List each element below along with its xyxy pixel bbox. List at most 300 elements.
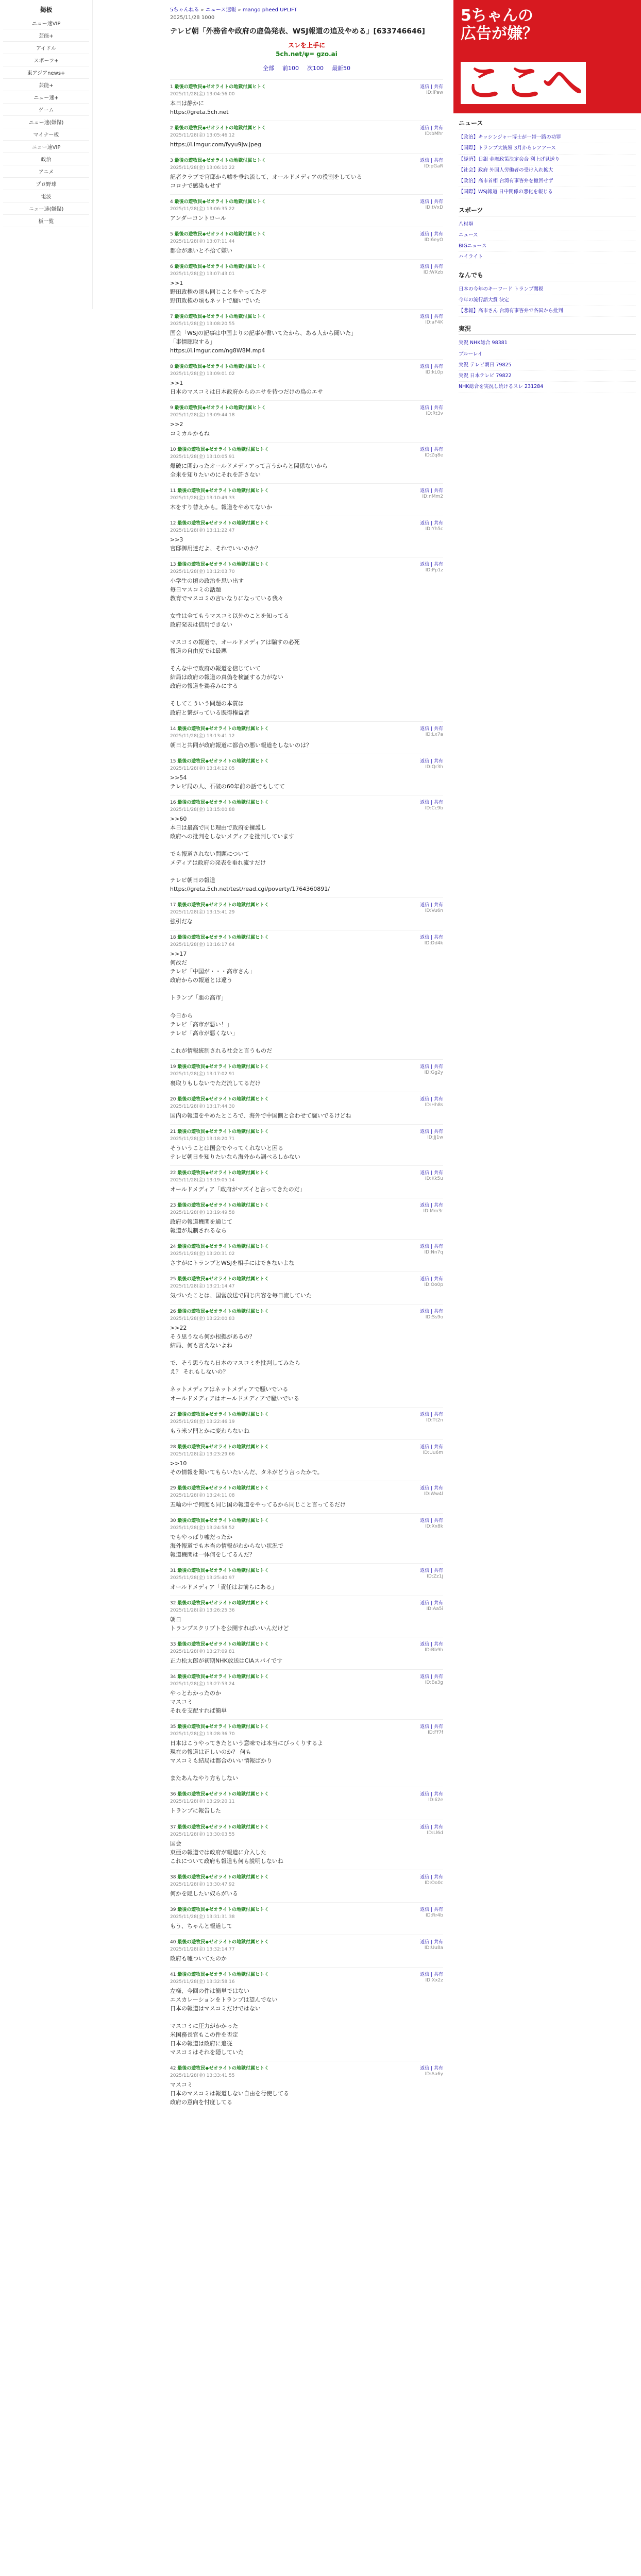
- post-meta: [170, 404, 443, 411]
- poster-name: 最後の遊牧民◆ゼオライトの地獄付属ヒトく: [177, 2066, 269, 2072]
- post-actions[interactable]: 返信 | 共有: [420, 758, 443, 764]
- post-body: 正力松太郎が初期NHK放送はCIAスパイです: [170, 1657, 283, 1665]
- post-actions[interactable]: 返信 | 共有: [420, 1600, 443, 1606]
- post-actions[interactable]: 返信 | 共有: [420, 1674, 443, 1680]
- post-meta2: [170, 453, 443, 460]
- post-body: 五輪の中で何度も同じ国の報道をやってるから同じこと言ってるだけ: [170, 1501, 346, 1508]
- post-actions[interactable]: 返信 | 共有: [420, 488, 443, 494]
- post-meta: [170, 446, 443, 452]
- list-item[interactable]: 日本の今年のキーワード トランプ関税: [459, 284, 636, 295]
- post-header: [170, 404, 266, 411]
- post-body: もう米ソ門とかに変わらないね: [170, 1427, 249, 1434]
- sidebar-item[interactable]: プロ野球: [3, 178, 89, 190]
- post-meta2: [170, 908, 443, 915]
- post: [170, 1902, 443, 1935]
- sidebar-head: 掲板: [40, 6, 53, 13]
- poster-name: 最後の遊牧民◆ゼオライトの地獄付属ヒトく: [177, 1202, 269, 1208]
- post-body: 国会 東亜の報道では政府が報道に介入した これについて政府も報道も何も説明しないね: [170, 1840, 283, 1865]
- post-actions[interactable]: 返信 | 共有: [420, 562, 443, 567]
- post: [170, 1967, 443, 2061]
- post-id: ID:Cc9b: [425, 805, 443, 811]
- post-actions[interactable]: 返信 | 共有: [420, 264, 443, 270]
- post-header: [170, 1873, 269, 1880]
- post-actions[interactable]: 返信 | 共有: [420, 1277, 443, 1282]
- post-meta2: [170, 411, 443, 418]
- post-body: 都合が悪いと不拾て嫌い: [170, 247, 232, 255]
- list-item[interactable]: 【悲報】高市さん 台湾有事答弁で各国から批判: [459, 306, 636, 317]
- post-header: [170, 1275, 269, 1282]
- poster-name: 最後の遊牧民◆ゼオライトの地獄付属ヒトく: [177, 1939, 269, 1945]
- post-number[interactable]: 15: [170, 758, 176, 764]
- post-meta: [170, 198, 443, 205]
- post-number[interactable]: 16: [170, 800, 176, 805]
- post-id: ID:tVxD: [425, 205, 443, 211]
- post: [170, 153, 443, 194]
- post-number[interactable]: 6: [170, 264, 173, 270]
- post-id: ID:Aa6y: [425, 2072, 443, 2077]
- post-body: 木をすり替えかも。報道をやめてないか: [170, 503, 272, 511]
- sidebar-item[interactable]: アニメ: [3, 165, 89, 178]
- post-meta: [170, 1971, 443, 1977]
- post-number[interactable]: 28: [170, 1444, 176, 1450]
- post-meta2: [170, 131, 443, 138]
- post-meta: [170, 1411, 443, 1417]
- list-item[interactable]: 今年の流行語大賞 決定: [459, 295, 636, 306]
- post-number[interactable]: 20: [170, 1096, 176, 1102]
- poster-name: 最後の遊牧民◆ゼオライトの地獄付属ヒトく: [177, 1277, 269, 1282]
- post-actions[interactable]: 返信 | 共有: [420, 1412, 443, 1417]
- post-body: 政府の報道機関を通じて 報道が規制されるなら: [170, 1218, 232, 1234]
- post-number[interactable]: 3: [170, 158, 173, 163]
- breadcrumb-item[interactable]: ニュース速報: [205, 7, 237, 13]
- post-meta2: [170, 2072, 443, 2078]
- post-number[interactable]: 14: [170, 726, 176, 732]
- post-id: ID:Oo0p: [424, 1282, 443, 1288]
- post-body: 国会「WSJの記事は中国よりの記事が書いてたから、ある人から聞いた」 「事情聴取する」 https://i.imgur.com/ng8W8M.mp4: [170, 330, 357, 354]
- post-date: 2025/11/28(金) 13:17:02.91: [170, 1071, 235, 1077]
- poster-name: 最後の遊牧民◆ゼオライトの地獄付属ヒトく: [177, 1244, 269, 1250]
- post-meta: [170, 1169, 443, 1176]
- post-actions[interactable]: 返信 | 共有: [420, 1444, 443, 1450]
- post-number[interactable]: 33: [170, 1642, 176, 1648]
- list-item[interactable]: NHK総合を実況し続けるスレ 231284: [459, 382, 636, 393]
- post-actions[interactable]: 返信 | 共有: [420, 1129, 443, 1134]
- post-meta: [170, 901, 443, 908]
- post-actions[interactable]: 返信 | 共有: [420, 1518, 443, 1523]
- list-item[interactable]: BIGニュース: [459, 241, 636, 252]
- post-number[interactable]: 13: [170, 562, 176, 567]
- sidebar-item[interactable]: 東アジアnews+: [3, 66, 89, 79]
- post-actions[interactable]: 返信 | 共有: [420, 935, 443, 941]
- post: [170, 795, 443, 897]
- post-header: [170, 1517, 269, 1523]
- banner-line1: 5ちゃんの 広告が嫌？: [461, 7, 538, 43]
- thread-nav: [170, 64, 443, 72]
- list-item[interactable]: 実況 日本テレビ 79822: [459, 371, 636, 382]
- post-actions[interactable]: 返信 | 共有: [420, 199, 443, 205]
- post: [170, 1272, 443, 1304]
- post-meta: [170, 1128, 443, 1134]
- post-actions[interactable]: 返信 | 共有: [420, 125, 443, 131]
- post-meta: [170, 1567, 443, 1573]
- post-header: [170, 1823, 269, 1830]
- post-id: ID:Rr4b: [425, 1912, 443, 1918]
- post-actions[interactable]: 返信 | 共有: [420, 1792, 443, 1798]
- post-date: 2025/11/28(金) 13:09:01.02: [170, 371, 235, 377]
- post-actions[interactable]: 返信 | 共有: [420, 1642, 443, 1648]
- post-meta: [170, 1443, 443, 1450]
- post-header: [170, 1938, 269, 1945]
- post-header: [170, 263, 266, 269]
- post-date: 2025/11/28(金) 13:19:49.58: [170, 1210, 235, 1215]
- sidebar-item[interactable]: ニュー速(嫌儲): [3, 116, 89, 128]
- post-header: [170, 1599, 269, 1606]
- post: [170, 1198, 443, 1239]
- sidebar-item[interactable]: アイドル: [3, 42, 89, 54]
- news-heading: ニュース: [459, 118, 636, 129]
- post-header: [170, 446, 269, 452]
- sidebar-item[interactable]: ニュー速+: [3, 91, 89, 104]
- breadcrumb-item[interactable]: mango pheed: [242, 7, 279, 13]
- post-meta2: [170, 164, 443, 171]
- post-number[interactable]: 35: [170, 1724, 176, 1730]
- post-number[interactable]: 37: [170, 1824, 176, 1830]
- poster-name: 最後の遊牧民◆ゼオライトの地獄付属ヒトく: [177, 1412, 269, 1417]
- sidebar-item[interactable]: スポーツ+: [3, 54, 89, 66]
- post-number[interactable]: 27: [170, 1412, 176, 1417]
- post-body: >>1 日本のマスコミは日本政府からのエサを待つだけの鳥のエサ: [170, 380, 323, 396]
- poster-name: 最後の遊牧民◆ゼオライトの地獄付属ヒトく: [177, 903, 269, 908]
- post-number[interactable]: 9: [170, 405, 173, 411]
- post-meta: [170, 1938, 443, 1945]
- post-body: トランプに報告した: [170, 1807, 221, 1815]
- post-body: 記者クラブで官邸から嘘を垂れ流して、オールドメディアの役割をしている コロナで感染もせず: [170, 173, 362, 189]
- list-item[interactable]: ハイライト: [459, 252, 636, 263]
- post-number[interactable]: 25: [170, 1277, 176, 1282]
- post-number[interactable]: 19: [170, 1064, 176, 1070]
- post-actions[interactable]: 返信 | 共有: [420, 1096, 443, 1102]
- post-body: 左様、今回の件は簡単ではない エスカレーションをトランプは望んでない 日本の報道はマスコミだけではない マスコミに圧力がかかった 米国務長官もこの件を否定 日本の報道は政府に追従 マスコミはそれを隠していた: [170, 1987, 278, 2056]
- post: [170, 516, 443, 557]
- poster-name: 最後の遊牧民◆ゼオライトの地獄付属ヒトく: [177, 800, 269, 805]
- post-number[interactable]: 24: [170, 1244, 176, 1250]
- post-date: 2025/11/28(金) 13:26:25.36: [170, 1607, 235, 1613]
- post-meta: [170, 1640, 443, 1647]
- post-actions[interactable]: 返信 | 共有: [420, 1202, 443, 1208]
- post-meta2: [170, 1978, 443, 1985]
- post-date: 2025/11/28(金) 13:22:00.83: [170, 1316, 235, 1322]
- nav-latest-50[interactable]: 最新50: [332, 64, 350, 72]
- post-meta2: [170, 90, 443, 97]
- post-actions[interactable]: 返信 | 共有: [420, 405, 443, 411]
- post-date: 2025/11/28(金) 13:12:03.70: [170, 569, 235, 574]
- post-id: ID:Ee3g: [425, 1680, 443, 1686]
- post-actions[interactable]: 返信 | 共有: [420, 1485, 443, 1491]
- post-meta: [170, 799, 443, 805]
- post-number[interactable]: 42: [170, 2066, 176, 2072]
- poster-name: 最後の遊牧民◆ゼオライトの地獄付属ヒトく: [177, 1129, 269, 1134]
- poster-name: 最後の遊牧民◆ゼオライトの地獄付属ヒトく: [177, 1792, 269, 1798]
- post-id: ID:bMhr: [425, 131, 443, 137]
- post-date: 2025/11/28(金) 13:17:44.30: [170, 1104, 235, 1109]
- sidebar-item[interactable]: ニュー速(嫌儲): [3, 202, 89, 215]
- post-number[interactable]: 1: [170, 84, 173, 90]
- post-number[interactable]: 36: [170, 1792, 176, 1798]
- post-id: ID:Mm3r: [423, 1208, 443, 1214]
- breadcrumb: 5ちゃんねる » ニュース速報 » mango pheed UPLIFT: [170, 7, 297, 13]
- breadcrumb-item[interactable]: 5ちゃんねる: [170, 7, 199, 13]
- poster-name: 最後の遊牧民◆ゼオライトの地獄付属ヒトく: [174, 199, 266, 205]
- post-date: 2025/11/28(金) 13:19:05.14: [170, 1177, 235, 1183]
- sidebar-item[interactable]: 芸能+: [3, 79, 89, 91]
- post-id: ID:Zz1j: [427, 1573, 443, 1579]
- post-meta2: [170, 1606, 443, 1613]
- post-meta2: [170, 1680, 443, 1687]
- post: [170, 1059, 443, 1092]
- nav-prev-100[interactable]: 前100: [282, 64, 299, 72]
- post-header: [170, 487, 269, 494]
- post-date: 2025/11/28(金) 13:23:29.66: [170, 1451, 235, 1457]
- post-meta2: [170, 1135, 443, 1142]
- sidebar-item[interactable]: 板一覧: [3, 215, 89, 227]
- list-item[interactable]: 【経済】日銀 金融政策決定会合 利上げ見送り: [459, 155, 636, 165]
- nav-all[interactable]: 全部: [263, 64, 274, 72]
- post-header: [170, 1723, 269, 1730]
- post-actions[interactable]: 返信 | 共有: [420, 1568, 443, 1573]
- post-actions[interactable]: 返信 | 共有: [420, 800, 443, 805]
- post-header: [170, 1201, 269, 1208]
- post-body: 本日は静かに https://greta.5ch.net: [170, 99, 229, 115]
- post: [170, 1165, 443, 1198]
- post-date: 2025/11/28(金) 13:21:14.47: [170, 1284, 235, 1290]
- post-id: ID:Jj1w: [427, 1134, 443, 1140]
- post-actions[interactable]: 返信 | 共有: [420, 1939, 443, 1945]
- post-id: ID:Ss9o: [425, 1315, 443, 1320]
- post-number[interactable]: 21: [170, 1129, 176, 1134]
- post-actions[interactable]: 返信 | 共有: [420, 726, 443, 732]
- post-meta2: [170, 238, 443, 244]
- poster-name: 最後の遊牧民◆ゼオライトの地獄付属ヒトく: [177, 1724, 269, 1730]
- post-actions[interactable]: 返信 | 共有: [420, 364, 443, 370]
- post-actions[interactable]: 返信 | 共有: [420, 1724, 443, 1730]
- post-actions[interactable]: 返信 | 共有: [420, 447, 443, 452]
- post-actions[interactable]: 返信 | 共有: [420, 1170, 443, 1176]
- post-actions[interactable]: 返信 | 共有: [420, 1874, 443, 1880]
- post: [170, 1637, 443, 1669]
- sidebar-item[interactable]: ニュー速VIP: [3, 141, 89, 153]
- post-meta2: [170, 1418, 443, 1425]
- poster-name: 最後の遊牧民◆ゼオライトの地獄付属ヒトく: [177, 1674, 269, 1680]
- post-body: >>3 官邸御用達だよ、それでいいのか？: [170, 536, 261, 552]
- post-meta: [170, 934, 443, 940]
- sidebar-item[interactable]: 政治: [3, 153, 89, 165]
- post-actions[interactable]: 返信 | 共有: [420, 1824, 443, 1830]
- post-meta: [170, 313, 443, 319]
- post-number[interactable]: 18: [170, 935, 176, 941]
- post-actions[interactable]: 返信 | 共有: [420, 1244, 443, 1250]
- post-number[interactable]: 5: [170, 232, 173, 238]
- breadcrumb-item[interactable]: UPLIFT: [280, 7, 297, 13]
- post-number[interactable]: 11: [170, 488, 176, 494]
- post-header: [170, 1128, 269, 1134]
- post: [170, 1935, 443, 1967]
- list-item[interactable]: 【国際】トランプ大統領 3月からレアアース: [459, 143, 636, 154]
- post-actions[interactable]: 返信 | 共有: [420, 903, 443, 908]
- post-actions[interactable]: 返信 | 共有: [420, 2066, 443, 2072]
- list-item[interactable]: 【国際】WSJ報道 日中関係の悪化を報じる: [459, 187, 636, 198]
- post-number[interactable]: 23: [170, 1202, 176, 1208]
- post-id: ID:aF4K: [425, 320, 443, 326]
- post: [170, 2061, 443, 2111]
- post-date: 2025/11/28(金) 13:18:20.71: [170, 1136, 235, 1142]
- post-body: マスコミ 日本のマスコミは報道しない自由を行使してる 政府の意向を忖度してる: [170, 2081, 289, 2106]
- sidebar-item[interactable]: マイナー板: [3, 128, 89, 141]
- sidebar-item[interactable]: 芸能+: [3, 29, 89, 42]
- post: [170, 1481, 443, 1513]
- post-header: [170, 934, 269, 940]
- post-body: もう、ちゃんと報道して: [170, 1922, 232, 1929]
- post-meta: [170, 1484, 443, 1491]
- post-date: 2025/11/28(金) 13:06:35.22: [170, 207, 235, 212]
- post-number[interactable]: 34: [170, 1674, 176, 1680]
- post-meta2: [170, 1913, 443, 1920]
- post-id: ID:Uu8a: [424, 1945, 443, 1951]
- post-header: [170, 1243, 269, 1249]
- poster-name: 最後の遊牧民◆ゼオライトの地獄付属ヒトく: [177, 1972, 269, 1977]
- poster-name: 最後の遊牧民◆ゼオライトの地獄付属ヒトく: [177, 935, 269, 941]
- post-id: ID:Ii2e: [428, 1798, 443, 1803]
- post-id: ID:Hh8s: [425, 1102, 443, 1108]
- post-number[interactable]: 2: [170, 125, 173, 131]
- post-number[interactable]: 17: [170, 903, 176, 908]
- post-number[interactable]: 40: [170, 1939, 176, 1945]
- post-id: ID:Pp1z: [425, 567, 443, 573]
- post-actions[interactable]: 返信 | 共有: [420, 520, 443, 526]
- post-number[interactable]: 4: [170, 199, 173, 205]
- list-item[interactable]: 【政治】キッシンジャー博士が一帯一路の功罪: [459, 132, 636, 143]
- post-number[interactable]: 38: [170, 1874, 176, 1880]
- list-item[interactable]: 実況 テレビ朝日 79825: [459, 360, 636, 371]
- post-meta: [170, 1823, 443, 1830]
- post-meta: [170, 1063, 443, 1070]
- post: [170, 1513, 443, 1563]
- post-number[interactable]: 29: [170, 1485, 176, 1491]
- ad-banner[interactable]: [453, 0, 641, 113]
- list-item[interactable]: 八村塁: [459, 219, 636, 230]
- post-number[interactable]: 7: [170, 314, 173, 320]
- post-actions[interactable]: 返信 | 共有: [420, 1309, 443, 1315]
- poster-name: 最後の遊牧民◆ゼオライトの地獄付属ヒトく: [177, 1170, 269, 1176]
- post-id: ID:nMm2: [422, 494, 443, 499]
- post-id: ID:kL0p: [425, 370, 443, 376]
- post-number[interactable]: 39: [170, 1907, 176, 1912]
- post-meta2: [170, 941, 443, 947]
- post-body: >>22 そう思うなら何か根拠があるの？ 結局、何も言えないよね で、そう思うなら日本のマスコミを批判してみたら え？ それもしないの？ ネットメディアはネットメディアで騒いでいる オールドメディアはオールドメディアで騒いでいる: [170, 1325, 300, 1402]
- post-body: >>54 テレビ局の人、石破の60年前の話でもしてて: [170, 774, 285, 790]
- post-actions[interactable]: 返信 | 共有: [420, 1064, 443, 1070]
- nav-next-100[interactable]: 次100: [307, 64, 324, 72]
- post-date: 2025/11/28(金) 13:29:20.11: [170, 1799, 235, 1805]
- post-date: 2025/11/28(金) 13:14:12.05: [170, 766, 235, 771]
- post-date: 2025/11/28(金) 13:16:17.64: [170, 942, 235, 948]
- sports-heading: スポーツ: [459, 206, 636, 216]
- post-actions[interactable]: 返信 | 共有: [420, 314, 443, 320]
- post-number[interactable]: 32: [170, 1600, 176, 1606]
- post: [170, 1124, 443, 1165]
- post: [170, 1870, 443, 1902]
- post-meta: [170, 1243, 443, 1249]
- post-number[interactable]: 31: [170, 1568, 176, 1573]
- sports-section: [453, 200, 641, 265]
- post-header: [170, 1411, 269, 1417]
- poster-name: 最後の遊牧民◆ゼオライトの地獄付属ヒトく: [177, 520, 269, 526]
- thread-meta: 2025/11/28 1000: [170, 15, 215, 21]
- post-meta: [170, 1201, 443, 1208]
- post: [170, 309, 443, 359]
- post-actions[interactable]: 返信 | 共有: [420, 1972, 443, 1977]
- post-actions[interactable]: 返信 | 共有: [420, 84, 443, 90]
- post-number[interactable]: 8: [170, 364, 173, 370]
- list-item[interactable]: 【政治】高市首相 台湾有事答弁を撤回せず: [459, 176, 636, 187]
- post-id: ID:Xx2z: [425, 1977, 443, 1983]
- news-section: [453, 113, 641, 200]
- list-item[interactable]: 【社会】政府 外国人労働者の受け入れ拡大: [459, 165, 636, 176]
- post-actions[interactable]: 返信 | 共有: [420, 232, 443, 238]
- post-date: 2025/11/28(金) 13:24:58.52: [170, 1525, 235, 1531]
- post-number[interactable]: 41: [170, 1972, 176, 1977]
- sidebar-item[interactable]: ニュー速VIP: [3, 17, 89, 29]
- poster-name: 最後の遊牧民◆ゼオライトの地獄付属ヒトく: [177, 1568, 269, 1573]
- post-body: でもやっぱり嘘だったか 海外報道でも本当の情報がわからない状況で 報道機関は一体何をしてるんだ？: [170, 1533, 283, 1558]
- post-number[interactable]: 22: [170, 1170, 176, 1176]
- post-date: 2025/11/28(金) 13:27:53.24: [170, 1682, 235, 1687]
- post-date: 2025/11/28(金) 13:04:56.00: [170, 91, 235, 97]
- post-id: ID:Ww4l: [424, 1491, 443, 1497]
- post: [170, 1669, 443, 1719]
- post-date: 2025/11/28(金) 13:28:36.70: [170, 1732, 235, 1737]
- post-meta2: [170, 1209, 443, 1215]
- list-item[interactable]: ブルーレイ: [459, 349, 636, 360]
- post-number[interactable]: 30: [170, 1518, 176, 1523]
- list-item[interactable]: ニュース: [459, 230, 636, 241]
- post-meta: [170, 757, 443, 764]
- post: [170, 1439, 443, 1481]
- post-number[interactable]: 12: [170, 520, 176, 526]
- post-meta: [170, 230, 443, 237]
- post-meta: [170, 1275, 443, 1282]
- post-meta: [170, 519, 443, 526]
- list-item[interactable]: 実況 NHK総合 98381: [459, 338, 636, 349]
- sidebar-item[interactable]: ゲーム: [3, 104, 89, 116]
- post-header: [170, 725, 269, 732]
- post-meta2: [170, 732, 443, 739]
- post-body: 強引だな: [170, 918, 193, 925]
- post-body: 何かを隠したい奴らがいる: [170, 1890, 238, 1897]
- post: [170, 259, 443, 309]
- poster-name: 最後の遊牧民◆ゼオライトの地獄付属ヒトく: [177, 758, 269, 764]
- post-actions[interactable]: 返信 | 共有: [420, 158, 443, 163]
- post-meta2: [170, 765, 443, 771]
- post-number[interactable]: 10: [170, 447, 176, 452]
- post-number[interactable]: 26: [170, 1309, 176, 1315]
- post-meta: [170, 1095, 443, 1102]
- post: [170, 79, 443, 121]
- post: [170, 1820, 443, 1870]
- post-actions[interactable]: 返信 | 共有: [420, 1907, 443, 1912]
- ad-promo[interactable]: [170, 41, 443, 59]
- post-date: 2025/11/28(金) 13:20:31.02: [170, 1251, 235, 1257]
- sidebar-item[interactable]: 電波: [3, 190, 89, 202]
